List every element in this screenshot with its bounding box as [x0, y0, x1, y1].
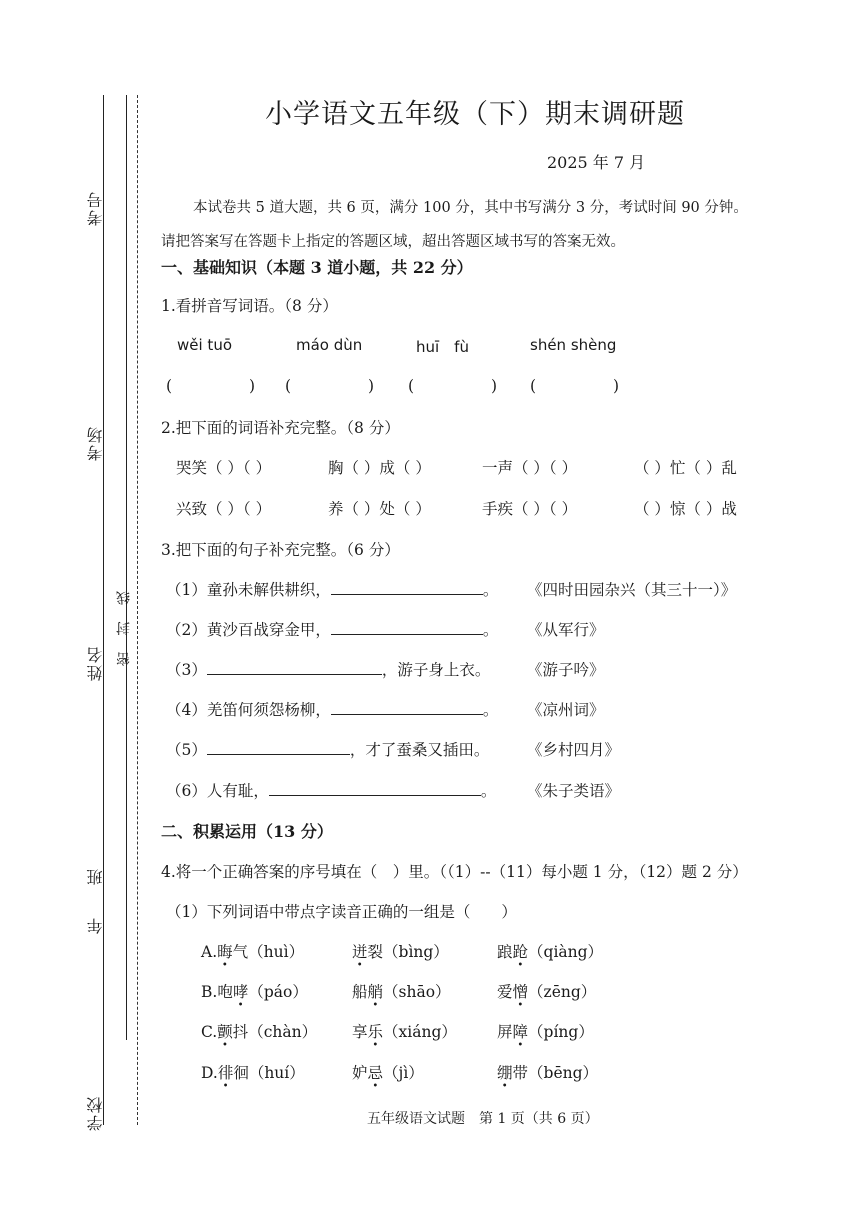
grade-class-label: 年 班: [86, 855, 105, 935]
opt-pre: C.: [201, 1023, 218, 1041]
idiom-fill[interactable]: （ ）忙（ ）乱: [634, 459, 737, 477]
opt-dotted-char: 徘: [217, 1064, 234, 1082]
section-2-heading: 二、积累运用（13 分）: [161, 822, 333, 841]
poem-prefix: （1）童孙未解供耕织，: [166, 581, 331, 599]
option-d-1[interactable]: [201, 1061, 305, 1083]
opt-post: （jì）: [383, 1064, 424, 1082]
section-1-heading: 一、基础知识（本题 3 道小题，共 22 分）: [161, 258, 473, 277]
poem-source-5: 《乡村四月》: [527, 741, 621, 759]
instruction-2: 请把答案写在答题卡上指定的答题区域，超出答题区域书写的答案无效。: [161, 234, 625, 250]
q3-label: 3.把下面的句子补充完整。（6 分）: [161, 541, 400, 559]
opt-post: 气（huì）: [232, 943, 305, 961]
opt-dotted-char: 忌: [367, 1064, 384, 1082]
poem-suffix: 。: [482, 621, 499, 639]
opt-post: 带（bēng）: [512, 1064, 599, 1082]
answer-blank-3[interactable]: ( ): [408, 377, 501, 395]
opt-pre: 踉: [497, 943, 513, 961]
poem-line-4: [166, 698, 498, 720]
poem-suffix: 。: [482, 701, 499, 719]
page-title: 小学语文五年级（下）期末调研题: [265, 99, 685, 130]
opt-post: 徊（huí）: [233, 1064, 305, 1082]
pinyin-2: máo dùn: [296, 336, 363, 354]
poem-line-6: [166, 779, 496, 801]
exam-no-label: 考号: [86, 190, 105, 226]
opt-post: 抖（chàn）: [232, 1023, 318, 1041]
idiom-fill[interactable]: 养（ ）处（ ）: [328, 500, 431, 518]
poem-source-4: 《凉州词》: [527, 701, 605, 719]
answer-line[interactable]: [331, 580, 483, 595]
poem-prefix: （3）: [166, 661, 207, 679]
poem-line-2: [166, 618, 498, 640]
poem-source-6: 《朱子类语》: [527, 782, 621, 800]
opt-dotted-char: 憎: [512, 983, 529, 1001]
answer-blank-2[interactable]: ( ): [285, 377, 378, 395]
poem-source-3: 《游子吟》: [527, 661, 605, 679]
option-a-2: [352, 940, 449, 962]
answer-line[interactable]: [207, 660, 382, 675]
poem-line-3: [166, 658, 490, 680]
name-label: 姓名: [86, 645, 105, 681]
seal-dashed-line: [137, 95, 138, 1125]
q1-label: 1.看拼音写词语。（8 分）: [161, 297, 338, 315]
opt-pre: 船: [352, 983, 368, 1001]
room-label: 考场: [86, 425, 105, 461]
option-a-3: [497, 940, 603, 962]
poem-suffix: 。: [482, 581, 499, 599]
opt-dotted-char: 绷: [497, 1064, 513, 1082]
instruction-1: 本试卷共 5 道大题，共 6 页，满分 100 分，其中书写满分 3 分，考试时间 90 分钟。: [193, 200, 748, 216]
answer-line[interactable]: [207, 740, 350, 755]
pinyin-3: huī fù: [416, 338, 469, 356]
opt-dotted-char: 晦: [217, 943, 233, 961]
poem-line-1: [166, 578, 498, 600]
answer-blank-4[interactable]: ( ): [530, 377, 623, 395]
idiom-fill[interactable]: （ ）惊（ ）战: [634, 500, 737, 518]
option-b-3: [497, 980, 596, 1002]
binding-line-left: [103, 95, 104, 1125]
poem-source-2: 《从军行》: [527, 621, 605, 639]
poem-prefix: （5）: [166, 741, 207, 759]
option-a-1[interactable]: [201, 940, 304, 962]
opt-pre: A.: [201, 943, 218, 961]
exam-date: 2025 年 7 月: [547, 153, 646, 172]
opt-dotted-char: 艄: [367, 983, 384, 1001]
opt-post: （xiáng）: [383, 1023, 457, 1041]
q4-sub1: （1）下列词语中带点字读音正确的一组是（ ）: [166, 903, 517, 921]
idiom-fill[interactable]: 一声（ ）（ ）: [482, 459, 578, 477]
option-d-2: [352, 1061, 424, 1083]
opt-post: （píng）: [528, 1023, 594, 1041]
poem-prefix: （6）人有耻，: [166, 782, 269, 800]
opt-pre: B.咆: [201, 983, 233, 1001]
poem-prefix: （2）黄沙百战穿金甲，: [166, 621, 331, 639]
page-footer: 五年级语文试题 第 1 页（共 6 页）: [367, 1111, 599, 1127]
poem-suffix: ，才了蚕桑又插田。: [349, 741, 490, 759]
q4-label: 4.将一个正确答案的序号填在（ ）里。（（1）--（11）每小题 1 分，（12）题 2 分）: [161, 863, 748, 881]
option-c-3: [497, 1020, 594, 1042]
school-label: 学校: [86, 1095, 105, 1131]
option-c-2: [352, 1020, 457, 1042]
answer-line[interactable]: [269, 781, 481, 796]
opt-post: （qiàng）: [528, 943, 604, 961]
idiom-fill[interactable]: 手疾（ ）（ ）: [482, 500, 578, 518]
opt-post: （zēng）: [528, 983, 597, 1001]
option-d-3: [497, 1061, 598, 1083]
answer-line[interactable]: [331, 700, 483, 715]
q2-label: 2.把下面的词语补充完整。（8 分）: [161, 419, 400, 437]
idiom-fill[interactable]: 哭笑（ ）（ ）: [176, 459, 272, 477]
pinyin-1: wěi tuō: [177, 336, 232, 354]
poem-line-5: [166, 738, 489, 760]
opt-dotted-char: 迸: [352, 943, 368, 961]
opt-pre: 享: [352, 1023, 368, 1041]
opt-post: （shāo）: [383, 983, 451, 1001]
opt-pre: 妒: [352, 1064, 368, 1082]
opt-dotted-char: 哮: [232, 983, 249, 1001]
opt-pre: D.: [201, 1064, 218, 1082]
binding-line-mid: [126, 95, 127, 1040]
opt-pre: 爱: [497, 983, 513, 1001]
answer-line[interactable]: [331, 620, 483, 635]
poem-suffix: 。: [480, 782, 497, 800]
idiom-fill[interactable]: 兴致（ ）（ ）: [176, 500, 272, 518]
opt-pre: 屏: [497, 1023, 513, 1041]
answer-blank-1[interactable]: ( ): [166, 377, 259, 395]
pinyin-4: shén shèng: [530, 336, 617, 354]
idiom-fill[interactable]: 胸（ ）成（ ）: [328, 459, 431, 477]
option-b-1[interactable]: [201, 980, 308, 1002]
option-b-2: [352, 980, 451, 1002]
opt-dotted-char: 障: [512, 1023, 529, 1041]
option-c-1[interactable]: [201, 1020, 317, 1042]
opt-post: 裂（bìng）: [367, 943, 449, 961]
poem-source-1: 《四时田园杂兴（其三十一）》: [527, 581, 737, 599]
opt-dotted-char: 乐: [367, 1023, 384, 1041]
poem-prefix: （4）羌笛何须怨杨柳，: [166, 701, 331, 719]
seal-label: 密 封 线: [116, 585, 132, 666]
opt-post: （páo）: [248, 983, 308, 1001]
opt-dotted-char: 颤: [217, 1023, 233, 1041]
poem-suffix: ，游子身上衣。: [381, 661, 491, 679]
opt-dotted-char: 跄: [512, 943, 529, 961]
